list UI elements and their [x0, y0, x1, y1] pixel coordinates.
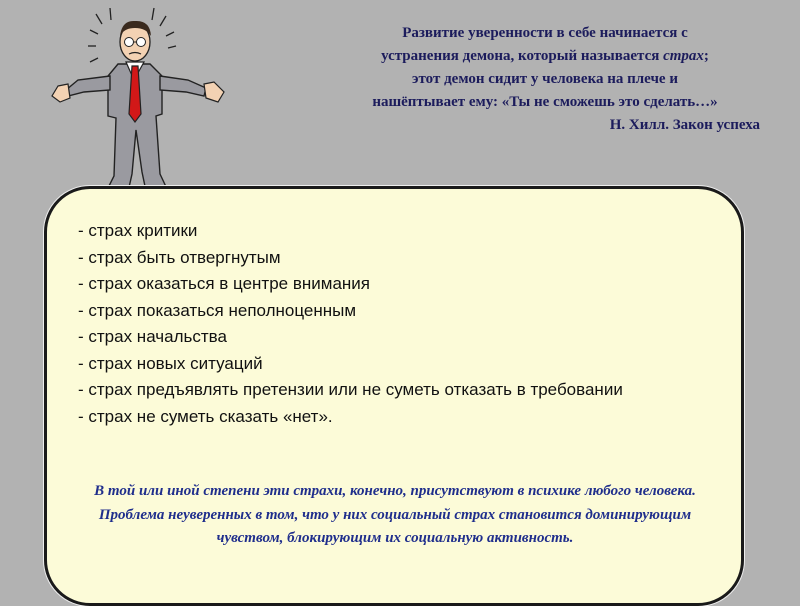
anxious-man-illustration: [38, 6, 238, 216]
quote-emphasis: страх: [663, 48, 704, 64]
fear-item: - страх предъявлять претензии или не суметь отказать в требовании: [78, 380, 623, 399]
quote-emphasis-suffix: ;: [703, 48, 709, 64]
quote-line-text: устранения демона, который называется: [381, 48, 664, 64]
quote-line: Развитие уверенности в себе начинается с: [402, 25, 688, 41]
fear-item: - страх критики: [78, 221, 198, 240]
fear-item: - страх новых ситуаций: [78, 353, 263, 373]
epigraph-quote: [330, 22, 760, 137]
quote-line: этот демон сидит у человека на плече и: [412, 71, 678, 87]
quote-line: [330, 45, 760, 68]
quote-author: Н. Хилл. Закон успеха: [609, 117, 760, 133]
fear-item: - страх быть отвергнутым: [78, 247, 281, 267]
fears-list: [78, 218, 638, 430]
fear-item: - страх показаться неполноценным: [78, 300, 357, 320]
fear-item: - страх не суметь сказать «нет».: [78, 406, 333, 426]
fear-item: - страх начальства: [78, 327, 227, 346]
quote-line: нашёптывает ему: «Ты не сможешь это сделать…»: [372, 94, 718, 110]
fear-item: - страх оказаться в центре внимания: [78, 274, 370, 293]
conclusion-text: В той или иной степени эти страхи, конечно, присутствуют в психике любого человека. Проблема неуверенных в том, что у них социальный страх становится доминирующим чувством, блокирующим их социальную активность.: [94, 483, 696, 546]
